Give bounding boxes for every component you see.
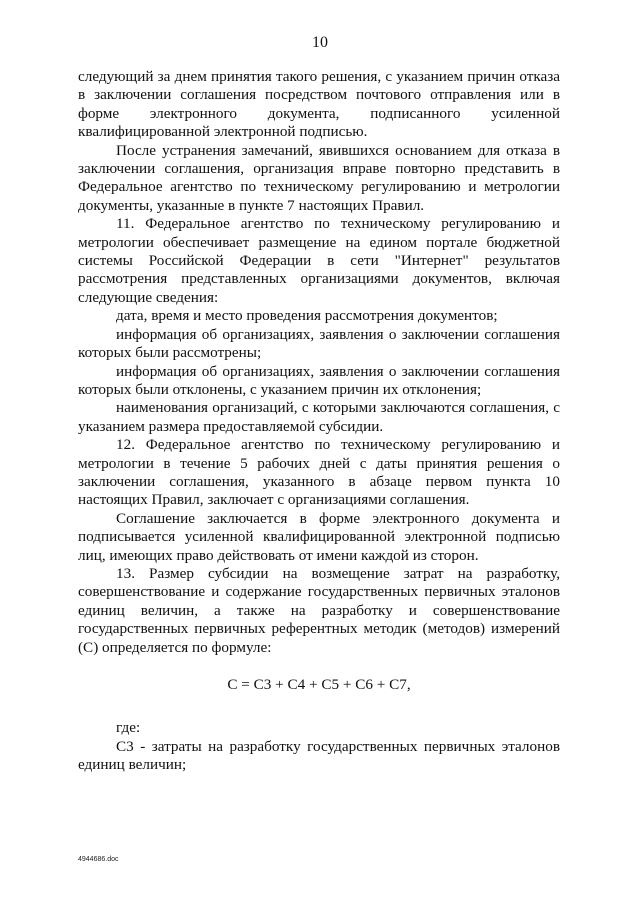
paragraph-clause-12: 12. Федеральное агентство по техническому регулированию и метрологии в течение 5 рабочих дней с даты принятия решения о заключении соглашения, указанного в абзаце первом пункта 10 настоящих Правил, заключает с организациями соглашения. (78, 436, 560, 509)
paragraph-list-item-rejected: информация об организациях, заявления о заключении соглашения которых были отклонены, с указанием причин их отклонения; (78, 362, 560, 398)
paragraph-clause-13: 13. Размер субсидии на возмещение затрат на разработку, совершенствование и содержание государственных первичных эталонов единиц величин, а также на разработку и совершенствование государственных первичных референтных методик (методов) измерений (С) определяется по формуле: (78, 564, 560, 656)
paragraph-refusal-notice: следующий за днем принятия такого решения, с указанием причин отказа в заключении соглашения посредством почтового отправления или в форме электронного документа, подписанного усиленной квалифицированной электронной подписью. (78, 68, 560, 141)
paragraph-definition-c3: С3 - затраты на разработку государственных первичных эталонов единиц величин; (78, 737, 560, 774)
formula: С = С3 + С4 + С5 + С6 + С7, (227, 676, 411, 693)
paragraph-list-item-reviewed: информация об организациях, заявления о заключении соглашения которых были рассмотрены; (78, 325, 560, 362)
paragraph-resubmission: После устранения замечаний, явившихся основанием для отказа в заключении соглашения, организация вправе повторно представить в Федеральное агентство по техническому регулированию и метрологии документы, указанные в пункте 7 настоящих Правил. (78, 141, 560, 214)
page-number: 10 (312, 34, 328, 51)
document-file-code: 4944686.doc (78, 856, 119, 863)
paragraph-list-item-date: дата, время и место проведения рассмотрения документов; (116, 307, 498, 325)
document-body (78, 68, 560, 775)
paragraph-agreement-form: Соглашение заключается в форме электронного документа и подписывается усиленной квалифицированной электронной подписью лиц, имеющих право действовать от имени каждой из сторон. (78, 509, 560, 564)
paragraph-where: где: (116, 719, 141, 737)
paragraph-list-item-names: наименования организаций, с которыми заключаются соглашения, с указанием размера предоставляемой субсидии. (78, 399, 560, 435)
paragraph-clause-11: 11. Федеральное агентство по техническому регулированию и метрологии обеспечивает размещение на едином портале бюджетной системы Российской Федерации в сети "Интернет" результатов рассмотрения представленных организациями документов, включая следующие сведения: (78, 215, 560, 306)
